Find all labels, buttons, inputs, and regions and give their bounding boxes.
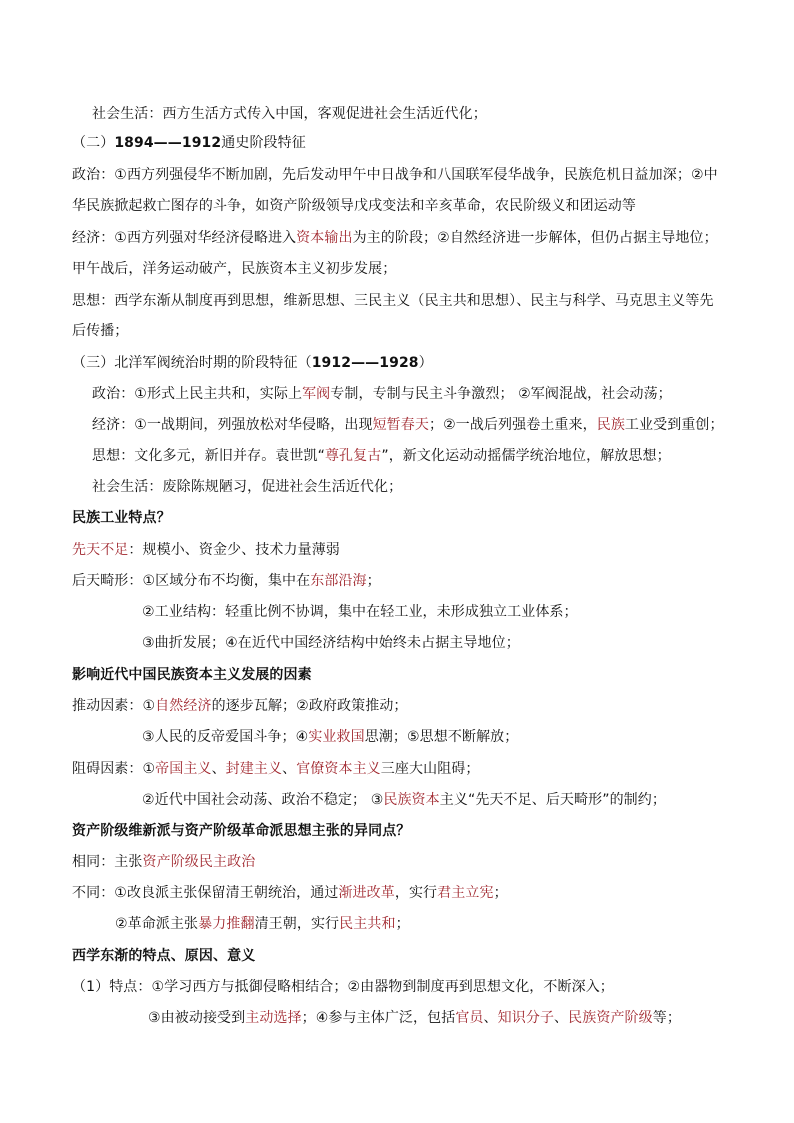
text-line — [72, 259, 396, 279]
text-segment: 专制，专制与民主斗争激烈； ②军阀混战，社会动荡； — [330, 386, 672, 402]
text-segment: 后天畸形：①区域分布不均衡，集中在 — [72, 573, 311, 589]
highlighted-term: 民族 — [596, 417, 625, 433]
highlighted-term: 暴力推翻 — [198, 916, 255, 932]
text-segment: ） — [418, 355, 433, 371]
highlighted-term: 渐进改革 — [338, 885, 395, 901]
text-segment: 资产阶级维新派与资产阶级革命派思想主张的异同点？ — [72, 823, 411, 839]
text-segment: 后传播； — [72, 323, 129, 339]
text-segment: 思想：文化多元，新旧并存。袁世凯“ — [92, 448, 325, 464]
text-segment: 华民族掀起救亡图存的斗争，如资产阶级领导戊戌变法和辛亥革命，农民阶级义和团运动等 — [72, 198, 636, 214]
text-segment: ②革命派主张 — [115, 916, 199, 932]
text-segment: ；②一战后列强卷土重来， — [428, 417, 597, 433]
text-segment: 、 — [282, 761, 297, 777]
text-segment: 社会生活：废除陈规陋习，促进社会生活近代化； — [92, 479, 403, 495]
text-line — [72, 165, 718, 185]
text-segment: 、 — [211, 761, 226, 777]
highlighted-term: 尊孔复古 — [324, 448, 382, 464]
text-segment: ； — [395, 916, 410, 932]
question-heading — [72, 821, 410, 841]
text-segment: ②工业结构：轻重比例不协调，集中在轻工业，未形成独立工业体系； — [142, 604, 578, 620]
text-segment: 不同：①改良派主张保留清王朝统治，通过 — [72, 885, 339, 901]
text-line — [72, 977, 614, 997]
text-segment: ③人民的反帝爱国斗争；④ — [142, 729, 309, 745]
highlighted-term: 民族资本 — [383, 792, 440, 808]
text-segment: （二） — [72, 135, 115, 151]
text-segment: 影响近代中国民族资本主义发展的因素 — [72, 667, 312, 683]
text-segment: 清王朝，实行 — [254, 916, 340, 932]
question-heading — [72, 946, 255, 966]
text-segment: 等； — [652, 1010, 681, 1026]
text-segment: ，实行 — [394, 885, 438, 901]
text-segment: 经济：①一战期间，列强放松对华侵略，出现 — [92, 417, 373, 433]
text-segment: 通史阶段特征 — [221, 135, 306, 151]
text-segment: 、 — [554, 1010, 569, 1026]
text-segment: 三座大山阻碍； — [380, 761, 480, 777]
highlighted-term: 封建主义 — [225, 761, 283, 777]
text-line — [142, 790, 666, 810]
highlighted-term: 主动选择 — [245, 1010, 302, 1026]
text-segment: 经济：①西方列强对华经济侵略进入 — [72, 230, 297, 246]
text-segment: ； — [366, 573, 381, 589]
text-line — [72, 321, 128, 341]
text-line — [142, 633, 520, 653]
text-line — [72, 696, 408, 716]
text-line — [72, 759, 480, 779]
text-segment: 、 — [483, 1010, 498, 1026]
text-line — [115, 914, 410, 934]
text-segment: 的逐步瓦解；②政府政策推动； — [211, 698, 408, 714]
highlighted-term: 资产阶级民主政治 — [142, 854, 256, 870]
text-segment: 主义“先天不足、后天畸形”的制约； — [439, 792, 666, 808]
text-line — [92, 104, 487, 124]
highlighted-term: 自然经济 — [155, 698, 212, 714]
text-segment: ②近代中国社会动荡、政治不稳定； ③ — [142, 792, 384, 808]
text-segment: 甲午战后，洋务运动破产，民族资本主义初步发展； — [72, 261, 397, 277]
text-segment: ；④参与主体广泛，包括 — [301, 1010, 456, 1026]
text-line — [72, 883, 508, 903]
text-segment: 阻碍因素：① — [72, 761, 156, 777]
highlighted-term: 民族资产阶级 — [568, 1010, 653, 1026]
highlighted-term: 知识分子 — [497, 1010, 555, 1026]
text-segment: 工业受到重创； — [624, 417, 724, 433]
text-segment: 1894——1912 — [114, 135, 222, 151]
text-segment: 为主的阶段；②自然经济进一步解体，但仍占据主导地位； — [352, 230, 718, 246]
text-segment: 政治：①形式上民主共和，实际上 — [92, 386, 303, 402]
highlighted-term: 君主立宪 — [437, 885, 494, 901]
highlighted-term: 军阀 — [302, 386, 331, 402]
text-segment: （三）北洋军阀统治时期的阶段特征（ — [72, 355, 312, 371]
text-line — [92, 477, 402, 497]
highlighted-term: 东部沿海 — [310, 573, 367, 589]
highlighted-term: 帝国主义 — [155, 761, 212, 777]
highlighted-term: 短暂春天 — [372, 417, 429, 433]
text-segment: （1）特点：①学习西方与抵御侵略相结合；②由器物到制度再到思想文化，不断深入； — [72, 979, 614, 995]
text-line — [148, 1008, 681, 1028]
text-segment: 西学东渐的特点、原因、意义 — [72, 948, 256, 964]
text-segment: ”，新文化运动动摇儒学统治地位，解放思想； — [381, 448, 671, 464]
text-segment: 思想：西学东渐从制度再到思想，维新思想、三民主义（民主共和思想）、民主与科学、马克思主义等先 — [72, 293, 714, 309]
highlighted-term: 官员 — [455, 1010, 484, 1026]
text-segment: 相同：主张 — [72, 854, 143, 870]
highlighted-term: 资本输出 — [296, 230, 353, 246]
text-segment: 推动因素：① — [72, 698, 156, 714]
text-line — [72, 196, 636, 216]
text-line — [142, 602, 578, 622]
text-line — [92, 446, 671, 466]
text-segment: ③由被动接受到 — [148, 1010, 246, 1026]
text-segment: 民族工业特点？ — [72, 510, 171, 526]
highlighted-term: 民主共和 — [339, 916, 396, 932]
text-segment: 社会生活：西方生活方式传入中国，客观促进社会生活近代化； — [92, 106, 487, 122]
text-line — [142, 727, 518, 747]
question-heading — [72, 508, 171, 528]
highlighted-term: 实业救国 — [308, 729, 365, 745]
section-heading — [72, 133, 306, 153]
highlighted-term: 先天不足 — [72, 542, 129, 558]
text-segment: 思潮；⑤思想不断解放； — [364, 729, 519, 745]
text-segment: ； — [493, 885, 508, 901]
highlighted-term: 官僚资本主义 — [296, 761, 381, 777]
text-segment: ③曲折发展；④在近代中国经济结构中始终未占据主导地位； — [142, 635, 520, 651]
text-segment: 政治：①西方列强侵华不断加剧，先后发动甲午中日战争和八国联军侵华战争，民族危机日益加深；②中 — [72, 167, 718, 183]
text-segment: ：规模小、资金少、技术力量薄弱 — [128, 542, 340, 558]
text-line — [72, 291, 714, 311]
text-line — [72, 571, 381, 591]
text-line — [92, 384, 672, 404]
question-heading — [72, 665, 312, 685]
text-segment: 1912——1928 — [311, 355, 419, 371]
text-line — [72, 540, 340, 560]
text-line — [92, 415, 724, 435]
text-line — [72, 852, 255, 872]
section-heading — [72, 353, 433, 373]
text-line — [72, 228, 718, 248]
